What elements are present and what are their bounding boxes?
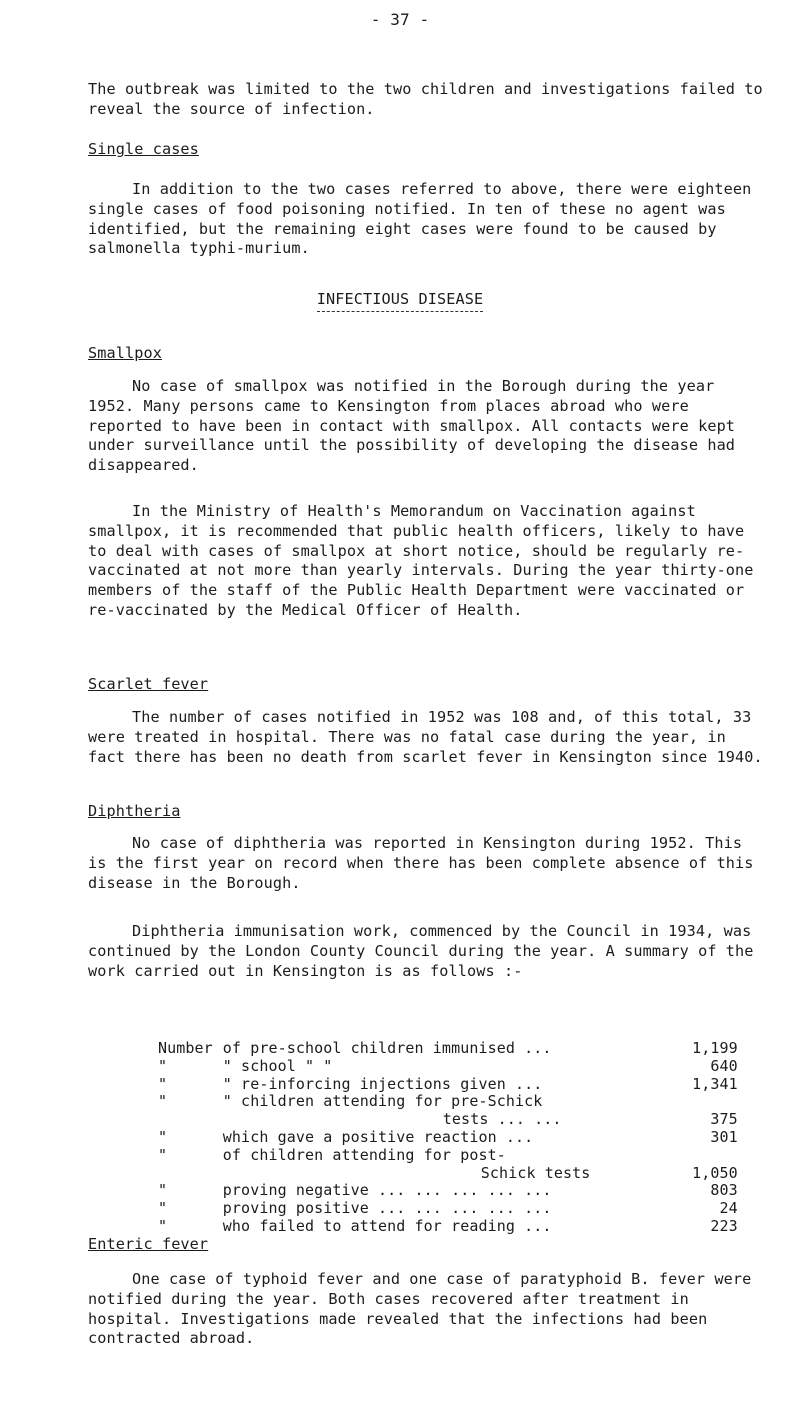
summary-value: 24 <box>719 1199 738 1218</box>
summary-prefix <box>158 1111 213 1129</box>
heading-diphtheria: Diphtheria <box>88 802 181 820</box>
smallpox-paragraph-1: No case of smallpox was notified in the Borough during the year 1952. Many persons came to Kensington from places abroad who were reported to have been in contact with smallpox. All contacts were kept under surveillance until the possibility of developing the disease had disappeared. <box>88 377 736 475</box>
summary-label: tests ... ... <box>442 1110 562 1129</box>
summary-row <box>158 1093 738 1111</box>
heading-single-cases: Single cases <box>88 140 199 158</box>
summary-row <box>158 1165 738 1183</box>
summary-value: 223 <box>710 1216 738 1235</box>
summary-label: " re-inforcing injections given ... <box>222 1074 543 1093</box>
summary-prefix: " <box>158 1181 168 1200</box>
summary-label: who failed to attend for reading ... <box>222 1216 552 1235</box>
heading-smallpox: Smallpox <box>88 344 162 362</box>
summary-row <box>158 1218 738 1236</box>
enteric-fever-paragraph: One case of typhoid fever and one case of paratyphoid B. fever were notified during the year. Both cases recovered after treatment in hospital. Investigations made revealed that the infections had been contracted abroad. <box>88 1270 752 1348</box>
immunisation-summary-table <box>158 1040 738 1236</box>
single-cases-block <box>88 180 768 259</box>
scarlet-fever-paragraph: The number of cases notified in 1952 was 108 and, of this total, 33 were treated in hospital. There was no fatal case during the year, in fact there has been no death from scarlet fever in Kensington since 1940. <box>88 708 763 766</box>
summary-value: 1,050 <box>692 1163 738 1182</box>
summary-prefix: " <box>158 1199 168 1218</box>
summary-row <box>158 1182 738 1200</box>
summary-value: 301 <box>710 1127 738 1146</box>
heading-scarlet-fever: Scarlet fever <box>88 675 209 693</box>
smallpox-block-1 <box>88 377 768 476</box>
smallpox-paragraph-2: In the Ministry of Health's Memorandum on Vaccination against smallpox, it is recommended that public health officers, likely to have to deal with cases of smallpox at short notice, should be regularly re-vaccinated at not more than yearly intervals. During the year thirty-one members of the staff of the Public Health Department were vaccinated or re-vaccinated by the Medical Officer of Health. <box>88 502 754 619</box>
diphtheria-block-2 <box>88 922 768 981</box>
diphtheria-paragraph-2: Diphtheria immunisation work, commenced by the Council in 1934, was continued by the London County Council during the year. A summary of the work carried out in Kensington is as follows :- <box>88 922 754 980</box>
summary-prefix: " <box>158 1145 168 1164</box>
summary-value <box>678 1147 738 1165</box>
summary-value: 803 <box>710 1181 738 1200</box>
intro-paragraph: The outbreak was limited to the two children and investigations failed to reveal the source of infection. <box>88 80 763 118</box>
summary-value: 375 <box>710 1110 738 1129</box>
summary-value: 1,199 <box>692 1039 738 1057</box>
summary-label: proving positive ... ... ... ... ... <box>222 1199 552 1218</box>
summary-row <box>158 1111 738 1129</box>
summary-label: " school " " <box>222 1056 333 1075</box>
summary-row <box>158 1200 738 1218</box>
heading-enteric-fever: Enteric fever <box>88 1235 209 1253</box>
summary-value: 1,341 <box>692 1074 738 1093</box>
summary-prefix: " <box>158 1056 168 1075</box>
summary-label: proving negative ... ... ... ... ... <box>222 1181 552 1200</box>
infectious-disease-title-text: INFECTIOUS DISEASE <box>317 290 483 312</box>
summary-row <box>158 1040 738 1058</box>
scarlet-fever-block <box>88 708 768 767</box>
page-number: - 37 - <box>370 10 430 29</box>
diphtheria-block-1 <box>88 834 768 893</box>
summary-prefix: " <box>158 1074 168 1093</box>
infectious-disease-title <box>0 289 800 309</box>
summary-label: of pre-school children immunised ... <box>222 1039 552 1057</box>
summary-value <box>678 1093 738 1111</box>
smallpox-block-2 <box>88 502 768 621</box>
summary-label: of children attending for post- <box>222 1145 506 1164</box>
single-cases-paragraph: In addition to the two cases referred to above, there were eighteen single cases of food poisoning notified. In ten of these no agent was identified, but the remaining eight cases were found to be caused by salmonella typhi-murium. <box>88 180 752 258</box>
diphtheria-paragraph-1: No case of diphtheria was reported in Kensington during 1952. This is the first year on record when there has been complete absence of this disease in the Borough. <box>88 834 754 892</box>
summary-row <box>158 1076 738 1094</box>
summary-label: which gave a positive reaction ... <box>222 1127 534 1146</box>
summary-row <box>158 1129 738 1147</box>
summary-label: " children attending for pre-Schick <box>222 1092 543 1111</box>
summary-row <box>158 1147 738 1165</box>
summary-prefix: " <box>158 1216 168 1235</box>
intro-paragraph-block <box>88 80 768 120</box>
summary-label: Schick tests <box>480 1163 591 1182</box>
summary-prefix: " <box>158 1127 168 1146</box>
summary-value: 640 <box>710 1056 738 1075</box>
summary-row <box>158 1058 738 1076</box>
enteric-fever-block <box>88 1270 768 1349</box>
summary-prefix: Number <box>158 1039 213 1057</box>
summary-prefix <box>158 1165 213 1183</box>
summary-prefix: " <box>158 1092 168 1111</box>
